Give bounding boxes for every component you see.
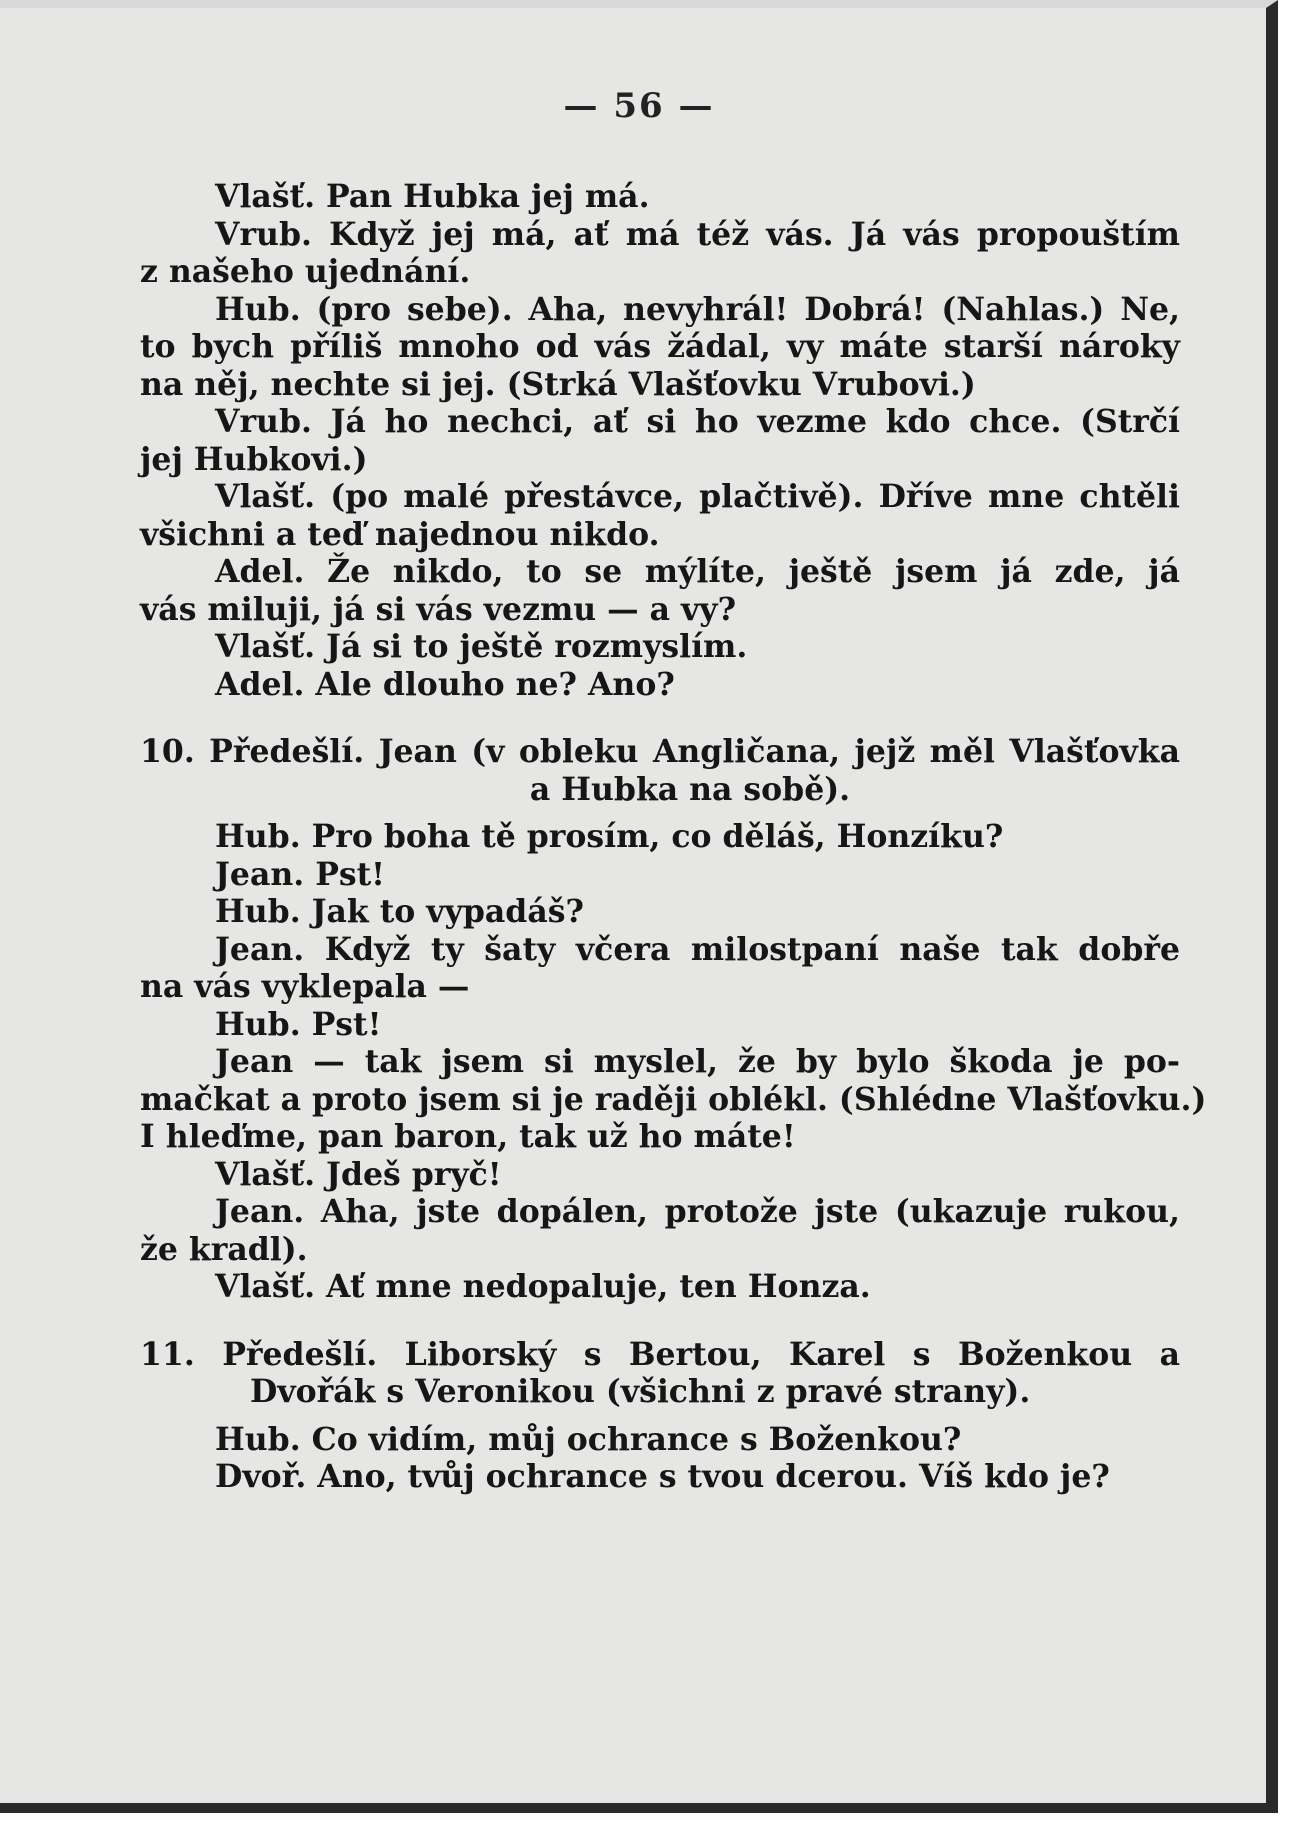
page-number: — 56 — <box>563 86 715 126</box>
text-line: Adel. Ale dlouho ne? Ano? <box>215 665 675 703</box>
scene-heading-cont: a Hubka na sobě). <box>529 770 851 808</box>
text-line: na vás vyklepala — <box>140 968 470 1005</box>
text-line: Vrub. Když jej má, ať má též vás. Já vás propouštím <box>215 215 1180 253</box>
text-line: Vrub. Já ho nechci, ať si ho vezme kdo chce. (Strčí <box>215 403 1180 440</box>
text-line: to bych příliš mnoho od vás žádal, vy máte starší nároky <box>140 328 1180 365</box>
text-line: že kradl). <box>140 1230 308 1268</box>
text-line: Jean. Aha, jste dopálen, protože jste (ukazuje rukou, <box>215 1193 1180 1230</box>
text-line: všichni a teď najednou nikdo. <box>140 515 660 553</box>
text-line: Dvoř. Ano, tvůj ochrance s tvou dcerou. Víš kdo je? <box>215 1458 1110 1495</box>
text-line: Jean. Pst! <box>215 855 385 893</box>
scene-heading: 10. Předešlí. Jean (v obleku Angličana, jejž měl Vlašťovka <box>140 733 1180 770</box>
text-line: Hub. (pro sebe). Aha, nevyhrál! Dobrá! (Nahlas.) Ne, <box>215 290 1180 328</box>
text-line: z našeho ujednání. <box>140 253 471 290</box>
text-line: Vlašť. Pan Hubka jej má. <box>215 178 650 215</box>
text-line: Vlašť. Ať mne nedopaluje, ten Honza. <box>215 1268 871 1305</box>
text-line: Hub. Co vidím, můj ochrance s Boženkou? <box>215 1420 962 1458</box>
page-text <box>140 178 1207 1496</box>
text-line: Adel. Že nikdo, to se mýlíte, ještě jsem já zde, já <box>215 553 1180 590</box>
scene-heading: 11. Předešlí. Liborský s Bertou, Karel s Boženkou a <box>140 1335 1180 1373</box>
scene-heading-cont: Dvořák s Veronikou (všichni z pravé strany). <box>250 1373 1031 1410</box>
text-line: Vlašť. Jdeš pryč! <box>215 1155 502 1193</box>
text-line: Vlašť. Já si to ještě rozmyslím. <box>215 628 748 665</box>
text-line: Hub. Pro boha tě prosím, co děláš, Honzíku? <box>215 818 1004 855</box>
text-line: Jean. Když ty šaty včera milostpaní naše tak dobře <box>215 930 1180 968</box>
text-line: na něj, nechte si jej. (Strká Vlašťovku Vrubovi.) <box>140 365 976 403</box>
text-line: Vlašť. (po malé přestávce, plačtivě). Dříve mne chtěli <box>215 478 1180 515</box>
text-line: vás miluji, já si vás vezmu — a vy? <box>140 590 737 628</box>
text-line: Hub. Pst! <box>215 1005 382 1043</box>
text-line: I hleďme, pan baron, tak už ho máte! <box>140 1118 796 1155</box>
text-line: mačkat a proto jsem si je raději oblékl. (Shlédne Vlašťovku.) <box>140 1080 1207 1118</box>
text-line: Jean — tak jsem si myslel, že by bylo škoda je po- <box>215 1043 1180 1080</box>
text-line: Hub. Jak to vypadáš? <box>215 893 584 930</box>
text-line: jej Hubkovi.) <box>140 440 368 478</box>
